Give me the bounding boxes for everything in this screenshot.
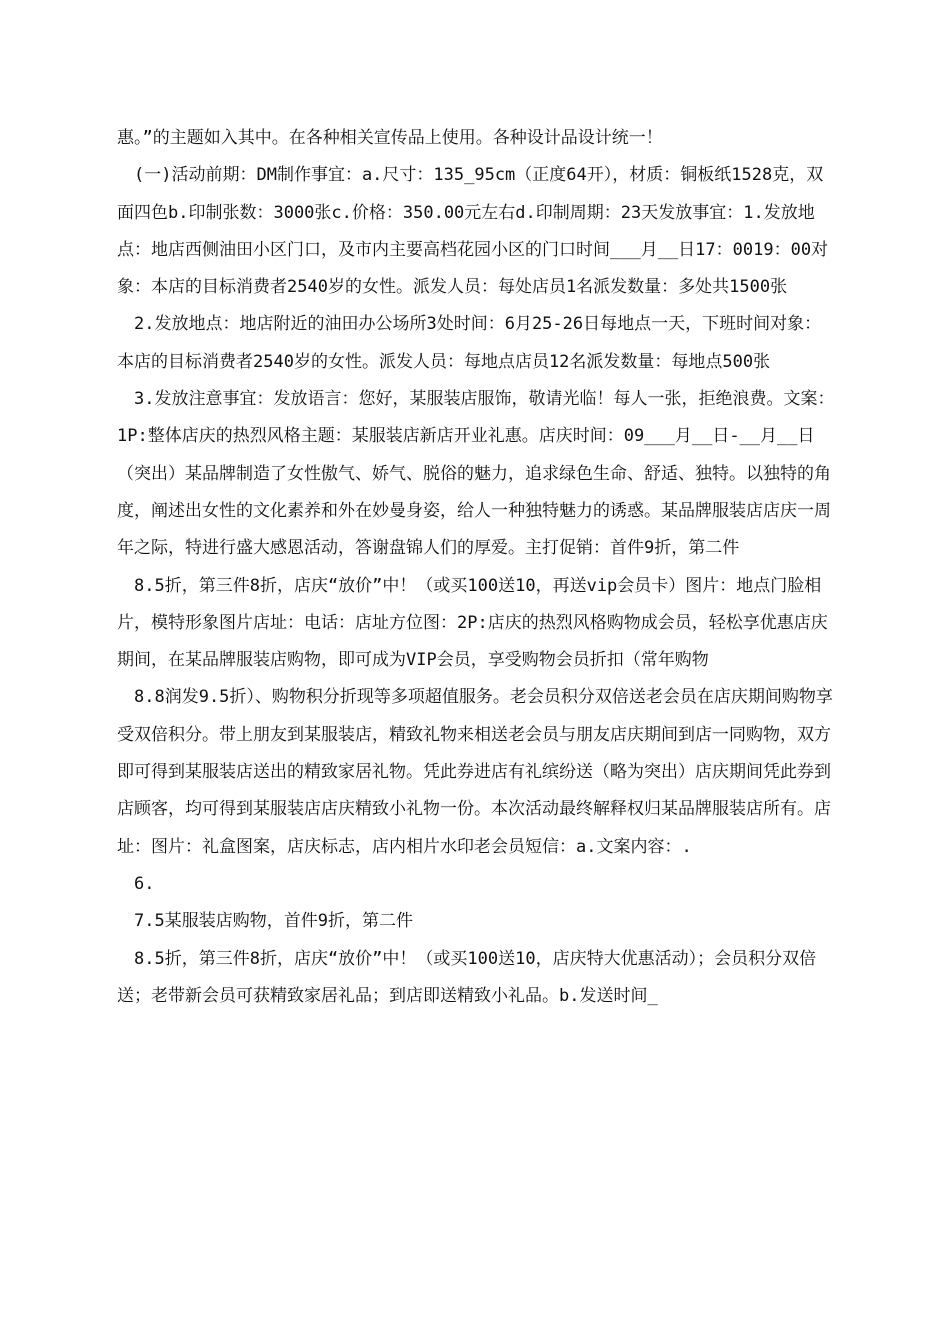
paragraph-8: 7.5某服装店购物，首件9折，第二件 <box>134 911 413 932</box>
paragraph-6: 8.8润发9.5折）、购物积分折现等多项超值服务。老会员积分双倍送老会员在店庆期间购物享受双倍积分。带上朋友到某服装店，精致礼物来相送老会员与朋友店庆期间到店一同购物，双方即可得到某服装店送出的精致家居礼物。凭此券进店有礼缤纷送（略为突出）店庆期间凭此券到店顾客，均可得到某服装店店庆精致小礼物一份。本次活动最终解释权归某品牌服装店所有。店址：图片：礼盒图案，店庆标志，店内相片水印老会员短信：a.文案内容：. <box>117 687 833 857</box>
paragraph-2: (一)活动前期：DM制作事宜：a.尺寸：135_95cm（正度64开），材质：铜板纸1528克，双面四色b.印制张数：3000张c.价格：350.00元左右d.印制周期：23天发放事宜：1.发放地点：地店西侧油田小区门口，及市内主要高档花园小区的门口时间___月__日17：0019：00对象：本店的目标消费者2540岁的女性。派发人员：每处店员1名派发数量：多处共1500张 <box>117 165 829 298</box>
paragraph-9: 8.5折，第三件8折，店庆“放价”中！（或买100送10，店庆特大优惠活动）；会员积分双倍送；老带新会员可获精致家居礼品；到店即送精致小礼品。b.发送时间_ <box>117 948 817 1006</box>
paragraph-3: 2.发放地点：地店附近的油田办公场所3处时间：6月25-26日每地点一天，下班时间对象：本店的目标消费者2540岁的女性。派发人员：每地点店员12名派发数量：每地点500张 <box>117 314 822 372</box>
paragraph-7: 6. <box>134 873 155 894</box>
paragraph-4: 3.发放注意事宜：发放语言：您好，某服装店服饰，敬请光临！每人一张，拒绝浪费。文案：1P:整体店庆的热烈风格主题：某服装店新店开业礼惠。店庆时间：09___月__日-__月__日（突出）某品牌制造了女性傲气、娇气、脱俗的魅力，追求绿色生命、舒适、独特。以独特的角度，阐述出女性的文化素养和外在妙曼身姿，给人一种独特魅力的诱惑。某品牌服装店店庆一周年之际，特进行盛大感恩活动，答谢盘锦人们的厚爱。主打促销：首件9折，第二件 <box>117 389 835 559</box>
paragraph-5: 8.5折，第三件8折，店庆“放价”中！（或买100送10，再送vip会员卡）图片：地点门脸相片，模特形象图片店址：电话：店址方位图：2P:店庆的热烈风格购物成会员，轻松享优惠店庆期间，在某品牌服装店购物，即可成为VIP会员，享受购物会员折扣（常年购物 <box>117 575 828 671</box>
document-body <box>117 120 837 1015</box>
paragraph-1: 惠。”的主题如入其中。在各种相关宣传品上使用。各种设计品设计统一！ <box>117 128 663 148</box>
